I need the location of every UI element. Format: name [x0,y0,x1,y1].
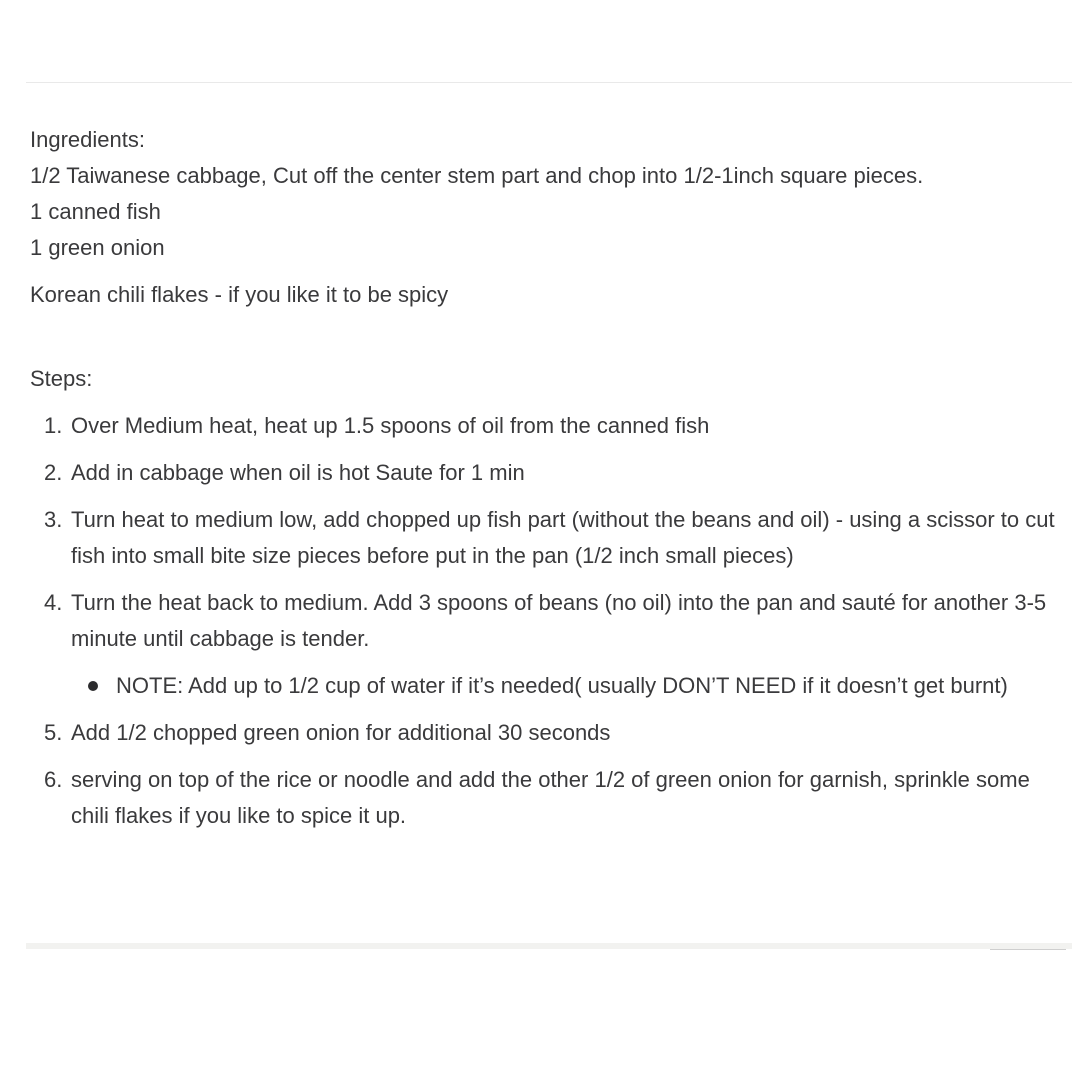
step-text: Turn the heat back to medium. Add 3 spoons of beans (no oil) into the pan and sauté for another 3-5 minute until cabbage is tender. [71,590,1047,651]
note-text: NOTE: Add up to 1/2 cup of water if it’s needed( usually DON’T NEED if it doesn’t get burnt) [116,673,1008,698]
step-item [30,455,1070,491]
steps-list [30,408,1070,834]
bottom-divider [26,943,1072,949]
bullet-icon [81,668,116,704]
ingredient-item-chili-flakes: Korean chili flakes - if you like it to be spicy [30,282,449,307]
ingredient-item-cabbage: 1/2 Taiwanese cabbage, Cut off the center stem part and chop into 1/2-1inch square pieces. [30,163,924,188]
ingredient-item-green-onion: 1 green onion [30,235,165,260]
step-item [30,408,1070,444]
step-number: 4. [44,590,63,615]
step-number: 6. [44,767,63,792]
step-number: 2. [44,460,63,485]
steps-heading: Steps: [30,366,93,391]
step-text: Over Medium heat, heat up 1.5 spoons of oil from the canned fish [71,413,710,438]
bottom-divider-accent [990,949,1066,950]
step-text: Add 1/2 chopped green onion for additional 30 seconds [71,720,611,745]
step-number: 5. [44,720,63,745]
step-text: serving on top of the rice or noodle and add the other 1/2 of green onion for garnish, sprinkle some chili flakes if you like to spice it up. [71,767,1030,828]
recipe-content [30,122,1070,845]
top-divider [26,82,1072,83]
step-item [30,502,1070,574]
ingredients-heading: Ingredients: [30,127,145,152]
step-text: Turn heat to medium low, add chopped up fish part (without the beans and oil) - using a scissor to cut fish into small bite size pieces before put in the pan (1/2 inch small pieces) [71,507,1055,568]
step-number: 1. [44,413,63,438]
ingredient-item-canned-fish: 1 canned fish [30,199,161,224]
step-number: 3. [44,507,63,532]
section-spacer [30,313,1070,361]
step-item [30,715,1070,751]
step-item [30,762,1070,834]
step-item [30,585,1070,657]
step-text: Add in cabbage when oil is hot Saute for 1 min [71,460,525,485]
note-item [30,668,1070,704]
